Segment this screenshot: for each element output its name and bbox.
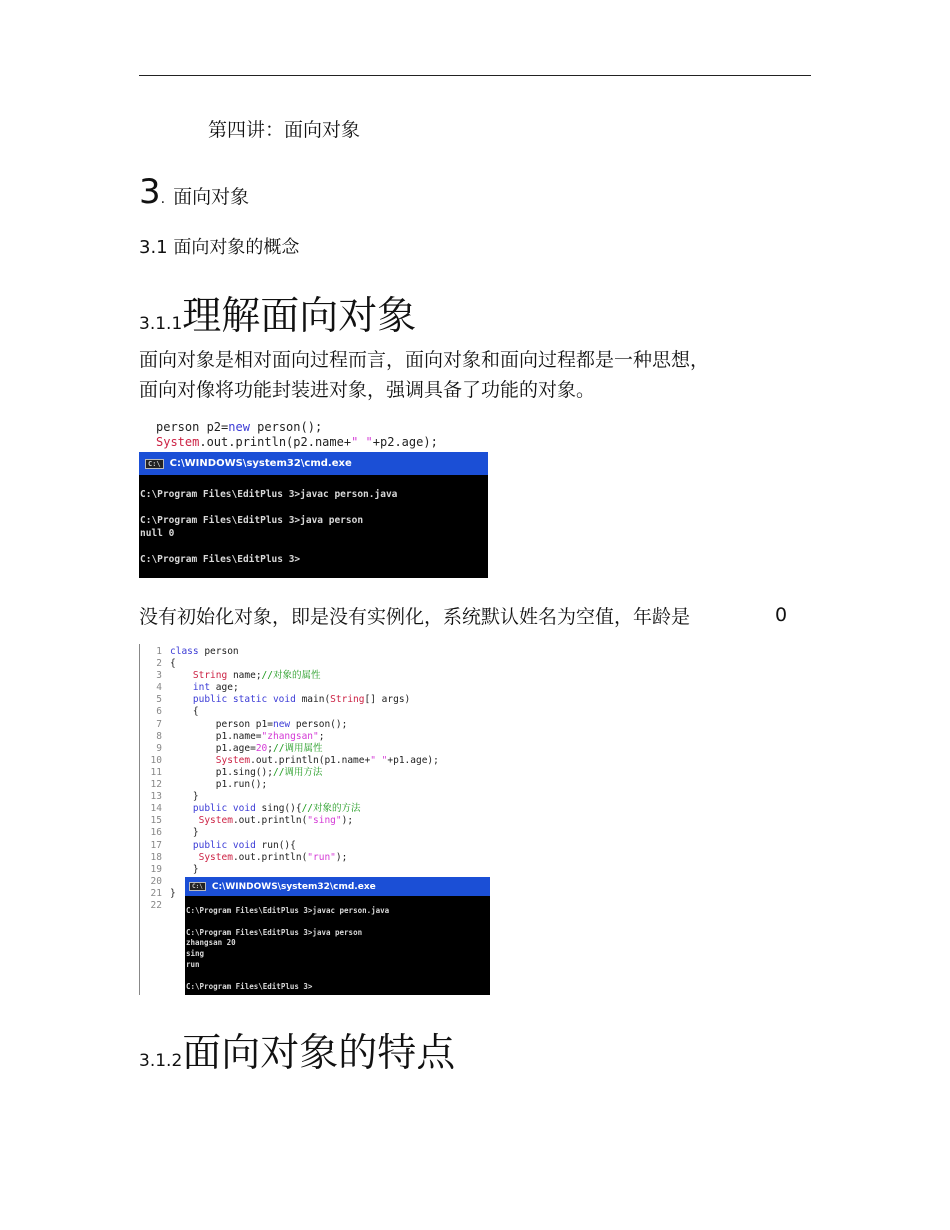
console-output: C:\Program Files\EditPlus 3>javac person.java C:\Program Files\EditPlus 3>java person zhangsan 20 sing run C:\Program Files\EditPlus 3> xyxy=(186,906,390,991)
subsection-heading-3-1-1 xyxy=(139,285,416,341)
console-icon: C:\ xyxy=(145,459,164,469)
code-snippet-p2: person p2=new person(); System.out.println(p2.name+" "+p2.age); xyxy=(156,420,438,449)
intro-paragraph xyxy=(139,345,709,405)
section-number: 3 xyxy=(139,172,161,212)
line-number-gutter: 1 2 3 4 5 6 7 8 9 10 11 12 13 14 15 16 17 18 19 20 21 22 xyxy=(150,646,162,911)
console-titlebar xyxy=(185,877,490,896)
section-heading-3 xyxy=(139,172,249,212)
default-values-note: 没有初始化对象，即是没有实例化，系统默认姓名为空值，年龄是 xyxy=(139,606,691,628)
subsection-title: 理解面向对象 xyxy=(182,294,417,339)
subsection-number: 3.1.1 xyxy=(139,314,183,334)
subsection-heading-3-1: 3.1 面向对象的概念 xyxy=(139,237,300,258)
source-code: class person { String name;//对象的属性 int age; public static void main(String[] args) { person p1=new person(); p1.name="zhangsan"; p1.age=20;//调用属性 System.out.println(p1.name+" "+p1.age); p1.sing();//调用方法 p1.run(); } public void sing(){//对象的方法 System.out.println("sing"); } public void run(){ System.out.println("run"); } } xyxy=(170,646,439,899)
default-age-value: 0 xyxy=(775,604,788,626)
intro-line-2: 面向对像将功能封装进对象，强调具备了功能的对象。 xyxy=(139,379,596,401)
lecture-title: 第四讲：面向对象 xyxy=(208,119,361,141)
console-titlebar xyxy=(139,452,488,475)
section-title: 面向对象 xyxy=(173,186,250,208)
subsection-heading-3-1-2 xyxy=(139,1022,455,1078)
console-window-1 xyxy=(139,452,488,578)
console-window-2 xyxy=(185,877,490,995)
section-number-dot: . xyxy=(160,191,166,207)
console-title: C:\WINDOWS\system32\cmd.exe xyxy=(211,881,376,892)
subsection-title: 面向对象的特点 xyxy=(182,1031,456,1076)
console-output: C:\Program Files\EditPlus 3>javac person.java C:\Program Files\EditPlus 3>java person null 0 C:\Program Files\EditPlus 3> xyxy=(140,489,398,565)
code-editor xyxy=(139,644,490,995)
console-title: C:\WINDOWS\system32\cmd.exe xyxy=(169,458,352,469)
subsection-number: 3.1.2 xyxy=(139,1051,183,1071)
intro-line-1: 面向对象是相对面向过程而言，面向对象和面向过程都是一种思想， xyxy=(139,349,710,371)
console-icon: C:\ xyxy=(189,882,206,891)
header-rule xyxy=(139,75,811,76)
